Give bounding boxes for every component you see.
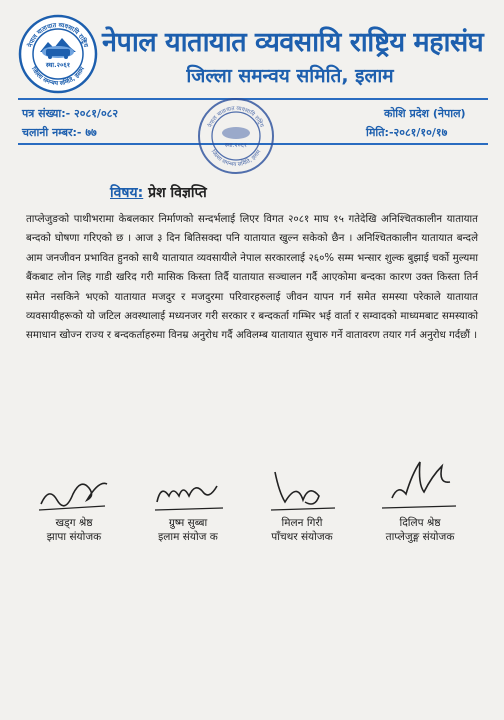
letter-date: मिति:-२०८१/१०/१७ [366, 126, 448, 139]
signatory-2-role: इलाम संयोज क [158, 531, 218, 543]
stamp-year: स्था.२०६१ [225, 142, 247, 149]
signature-1 [29, 466, 119, 516]
committee-name: जिल्ला समन्वय समिति, इलाम [186, 65, 394, 87]
signatory-3-role: पाँचथर संयोजक [271, 531, 333, 543]
subject-heading [110, 183, 207, 202]
logo-text-top: नेपाल यातायात व्यवसायि राष्ट्रिय [26, 21, 90, 49]
official-stamp [196, 96, 276, 176]
signatory-1-name: खड्ग श्रेष्ठ [55, 517, 93, 529]
signatory-3 [254, 462, 350, 544]
subject-label: विषय: [110, 185, 144, 201]
body-paragraph: ताप्लेजुङको पाथीभरामा केबलकार निर्माणको सन्दर्भलाई लिएर विगत २०८१ माघ १५ गतेदेखि अनिश्चितकालीन यातायात बन्दको घोषणा गरिएको छ । आज ३ दिन बितिसक्दा पनि यातायात खुल्न सकेको छैन । अनिश्चितकालीन यातायात बन्दले आम जनजीवन प्रभावित हुनको साथै यातायात व्यवसायीले नेपाल सरकारलाई २६०% सम्म भन्सार शुल्क बुझाई चर्को मुल्यमा बैंकबाट लोन लिइ गाडी खरिद गरी मासिक किस्ता तिर्दै यातायात सञ्चालन गर्दै आएकोमा बन्दका कारण उक्त किस्ता तिर्न समेत नसकिने भएको यातायात मजदुर र मजदुरमा परिवारहरुलाई जीवन यापन गर्न समेत समस्या परेकाले यातायात व्यवसायीहरूको यो जटिल अवस्थालाई मध्यनजर गरी सरकार र बन्दकर्ता गम्भिर भई वार्ता र सम्वादको माध्यमबाट समस्याको समाधान खोज्न राज्य र बन्दकर्ताहरुमा विनम्र अनुरोध गर्दै अविलम्ब यातायात सुचारु गर्ने वातावरण तयार गर्न अनुरोध गर्दछौं । [26, 214, 478, 342]
signatory-1 [26, 466, 122, 544]
signatory-3-name: मिलन गिरी [281, 517, 323, 529]
stamp-text-bottom: जिल्ला समन्वय समिति, इलाम [209, 149, 263, 169]
logo-text-bottom: जिल्ला समन्वय समिति, इलाम [29, 65, 87, 88]
signatory-2-name: ग्रुष्म सुब्बा [168, 517, 208, 529]
signature-4 [372, 454, 468, 516]
signatory-4-name: दिलिप श्रेष्ठ [399, 517, 441, 529]
dispatch-number: चलानी नम्बर:- ७७ [22, 126, 97, 139]
logo-year: स्था.२०६१ [45, 61, 71, 69]
organization-logo [18, 14, 98, 94]
signatory-2 [140, 466, 236, 544]
letter-number: पत्र संख्या:- २०८१/०८२ [22, 107, 119, 120]
signatory-4-role: ताप्लेजुङ्ग संयोजक [385, 531, 455, 543]
signatory-1-role: झापा संयोजक [46, 531, 102, 543]
organization-name: नेपाल यातायात व्यवसायि राष्ट्रिय महासंघ [102, 27, 484, 58]
subject-value: प्रेश विज्ञप्ति [148, 185, 207, 201]
signature-2 [143, 466, 233, 516]
signature-3 [257, 462, 347, 516]
stamp-text-top: नेपाल यातायात व्यवसायि राष्ट्रिय [207, 105, 265, 129]
signatory-4 [372, 454, 468, 544]
province: कोशि प्रदेश (नेपाल) [384, 107, 466, 120]
